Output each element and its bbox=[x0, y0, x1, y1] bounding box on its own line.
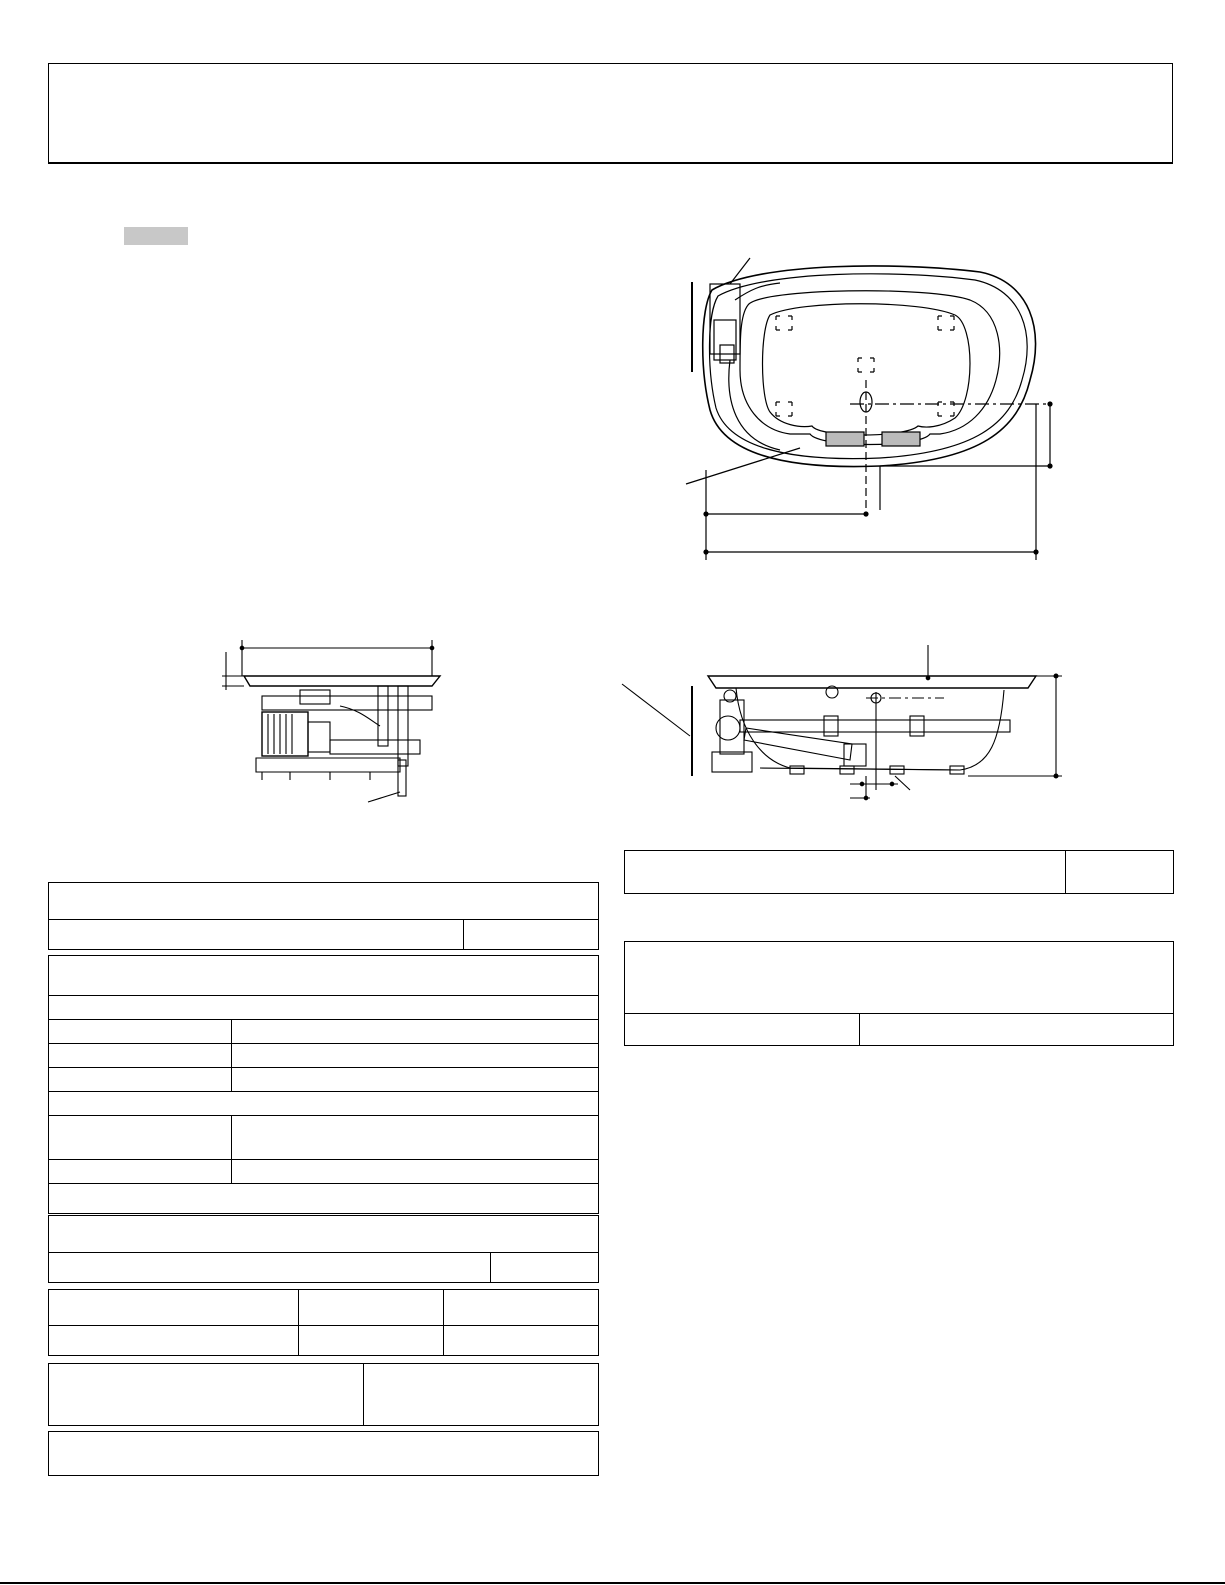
bath-side-elevation-drawing bbox=[620, 640, 1060, 800]
spec-table-7 bbox=[624, 850, 1174, 894]
spec-table-6 bbox=[48, 1431, 599, 1476]
highlight-tag bbox=[124, 227, 188, 245]
bath-plan-view-drawing bbox=[670, 248, 1070, 568]
spec-table-5 bbox=[48, 1363, 599, 1426]
spec-table-1 bbox=[48, 882, 599, 950]
spec-table-3 bbox=[48, 1215, 599, 1283]
header-box bbox=[48, 63, 1173, 164]
spec-table-8 bbox=[624, 941, 1174, 1046]
spec-table-2 bbox=[48, 955, 599, 1214]
spec-table-4 bbox=[48, 1289, 599, 1356]
bottom-rule bbox=[0, 1582, 1225, 1584]
bath-end-elevation-drawing bbox=[216, 636, 446, 806]
